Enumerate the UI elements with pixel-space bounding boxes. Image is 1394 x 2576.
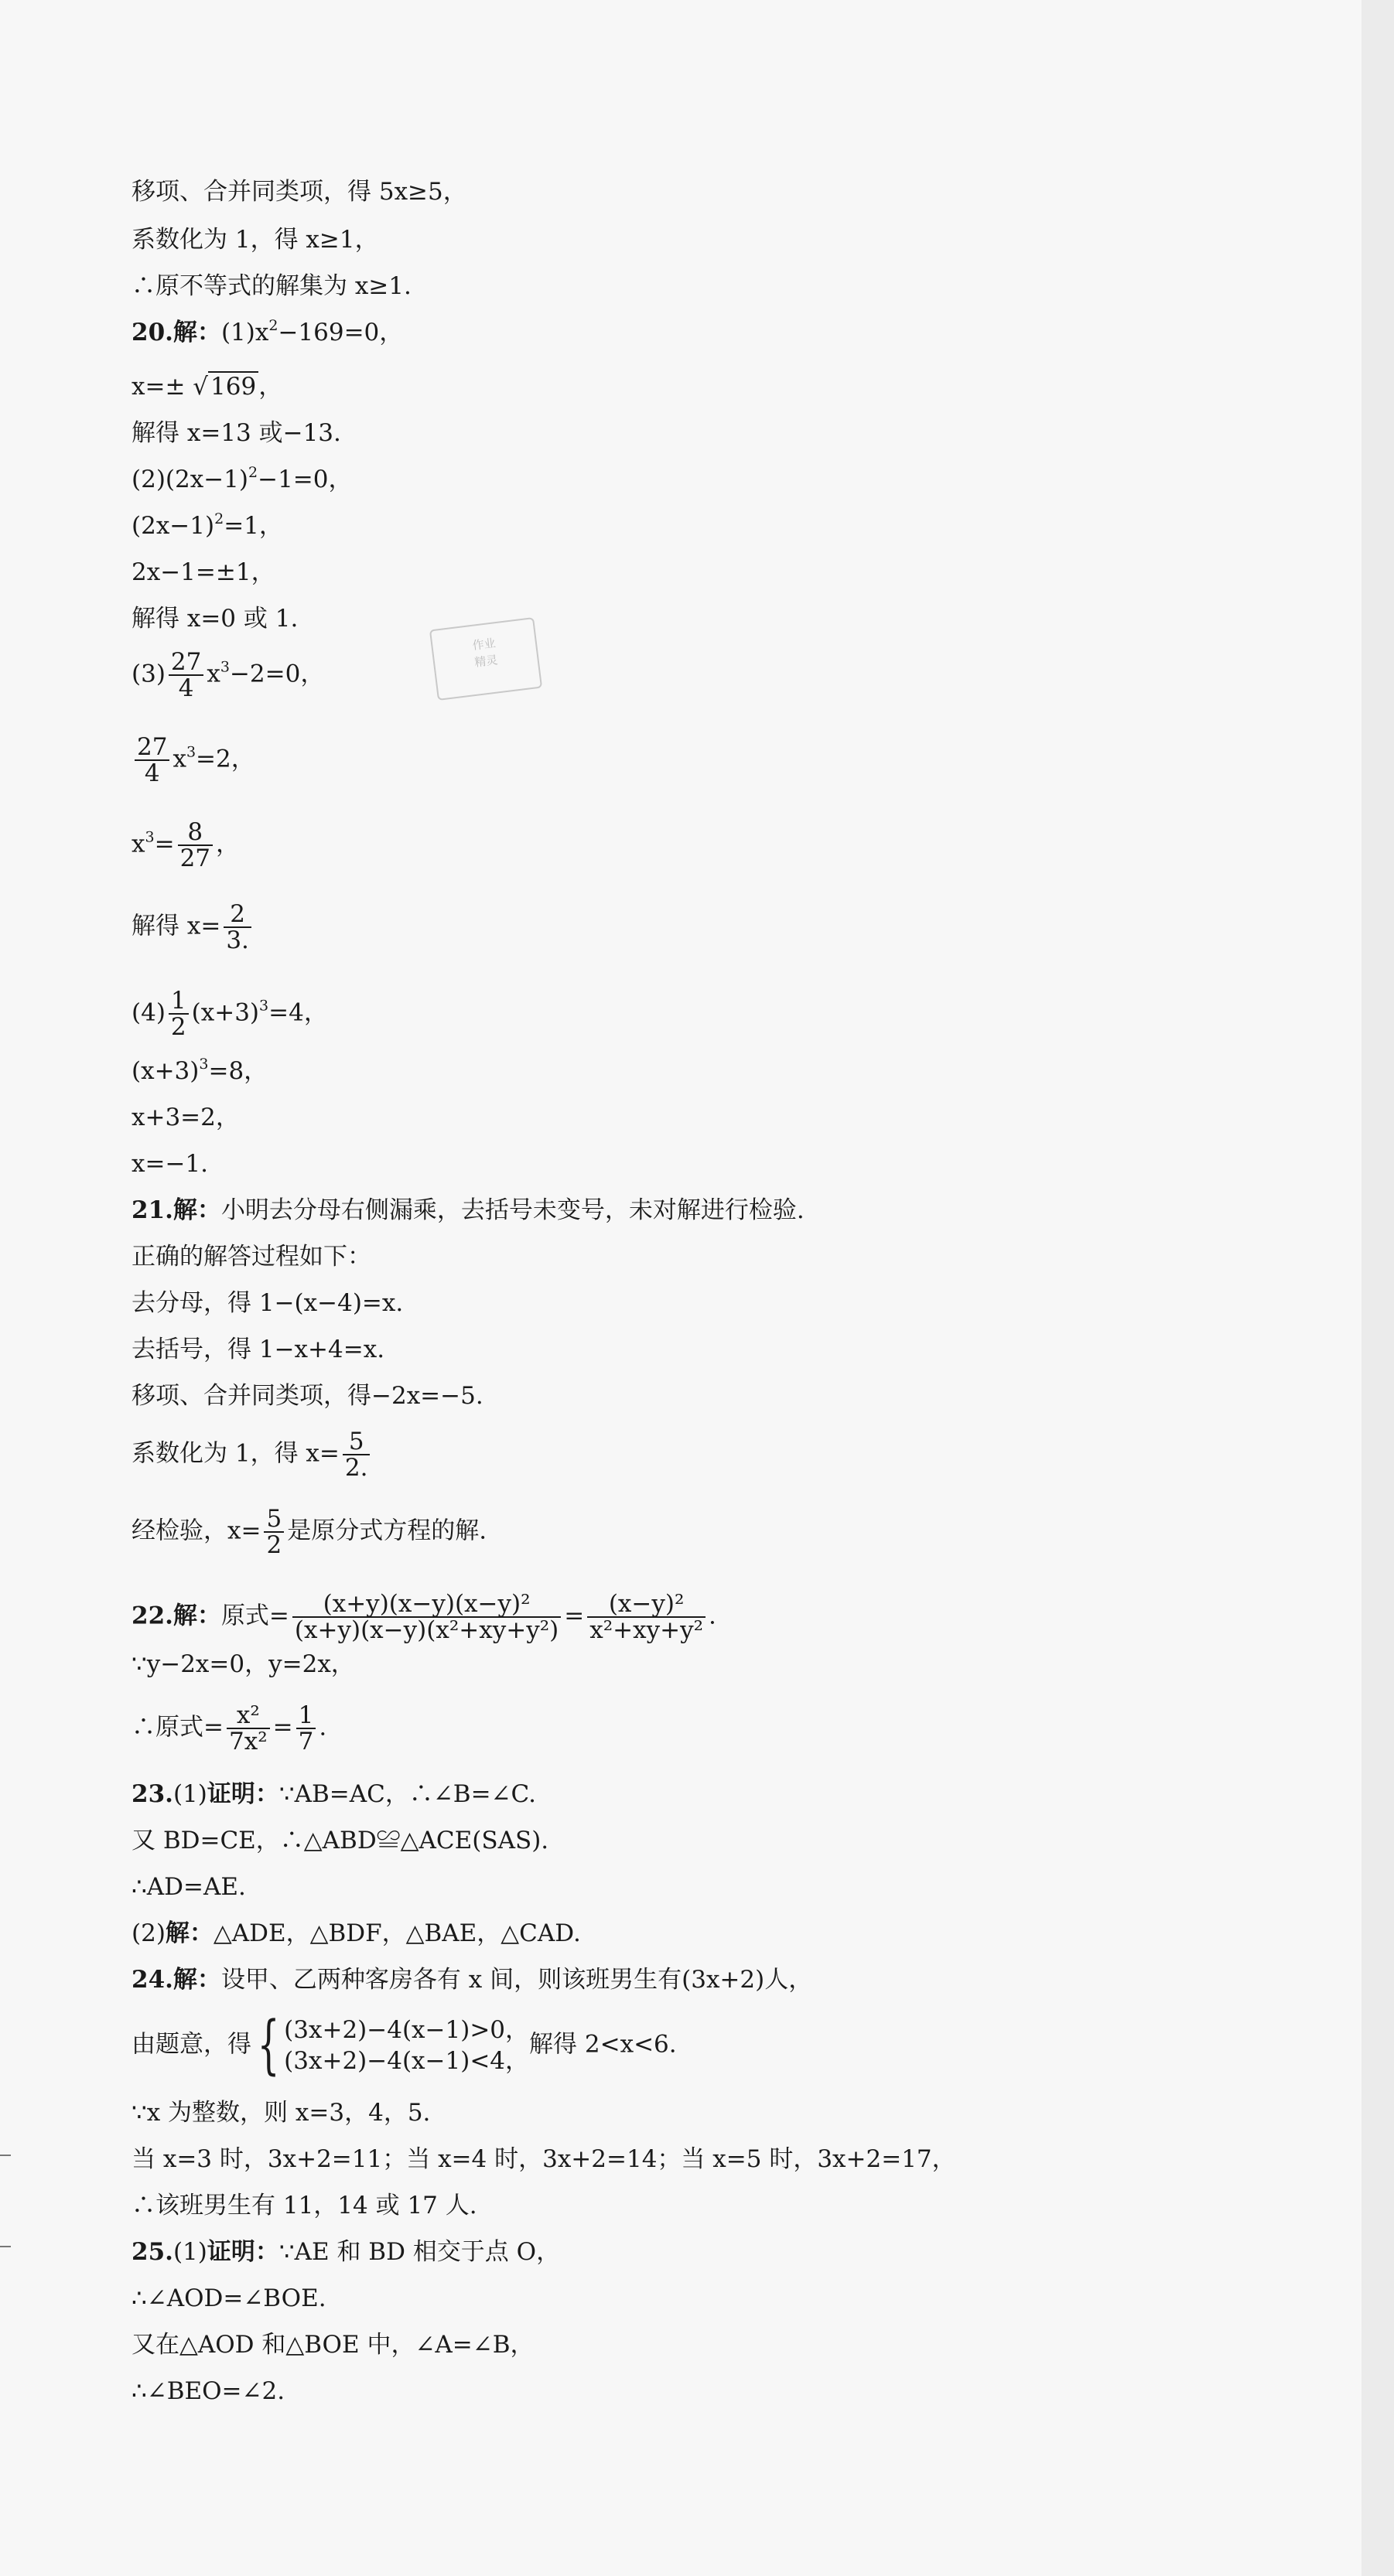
question-number: 21.解： [132, 1196, 221, 1224]
text-line: x=± √169， [132, 373, 283, 401]
text-line: ∴∠AOD=∠BOE. [132, 2284, 326, 2312]
text-line: (4) $\frac{1}{2}$ $(x+3)^3=4$， [132, 987, 328, 1041]
answer-22-line: 22.解：原式= $\frac{\text{(x+y)(x−y)(x−y)²}}{\text{(x+y)(x−y)(x²+xy+y²)}}$ = $\frac{\text{(x−y)²}}{\text{x²+xy+y²}}$ . [132, 1590, 716, 1644]
fraction: $\frac{27}{4}$ [169, 650, 203, 701]
answer-24-line: 24.解：设甲、乙两种客房各有 x 间，则该班男生有(3x+2)人， [132, 1966, 813, 1994]
text-line: x=−1. [132, 1150, 209, 1178]
sqrt-radicand: 169 [208, 371, 258, 401]
fraction: $\frac{2}{3.}$ [224, 902, 251, 953]
text-line: 又在△AOD 和△BOE 中，∠A=∠B， [132, 2331, 535, 2359]
text-line: 系数化为 1，得 x≥1， [132, 226, 379, 254]
text-line: 移项、合并同类项，得 5x≥5， [132, 178, 467, 206]
stamp-line-2: 精灵 [473, 653, 499, 670]
page-edge [1362, 0, 1394, 2576]
text-line: $\frac{27}{4}$ $x^3=2$， [132, 735, 255, 786]
fraction: $\frac{1}{7}$ [296, 1703, 316, 1754]
answer-25-line: 25.(1)证明：∵AE 和 BD 相交于点 O， [132, 2238, 561, 2266]
text-line: $(x+3)^3=8$， [132, 1056, 268, 1085]
text-line: ∴原不等式的解集为 x≥1. [132, 272, 412, 300]
text-line: 解得 x=0 或 1. [132, 605, 299, 633]
text-line: (3) $\frac{27}{4}$ $x^3-2=0$， [132, 648, 325, 702]
fraction: $\frac{5}{2}$ [264, 1506, 284, 1558]
text-line: $x^3=$ $\frac{8}{27}$ ， [132, 818, 241, 872]
text-line: 由题意，得{ (3x+2)−4(x−1)>0， (3x+2)−4(x−1)<4， 解得 2<x<6. [132, 2008, 677, 2082]
brace-icon: { [257, 2008, 280, 2082]
text-line: x+3=2， [132, 1104, 240, 1131]
text-line: ∴该班男生有 11，14 或 17 人. [132, 2192, 477, 2219]
text-line: 解得 x=13 或−13. [132, 419, 341, 447]
question-number: 20.解： [132, 319, 221, 346]
text-line: ∴原式= $\frac{\text{x²}}{\text{7x²}}$ = $\frac{1}{7}$ . [132, 1701, 327, 1755]
text-line: $(2)(2x-1)^2-1=0$， [132, 464, 353, 493]
text-line: 系数化为 1，得 x= $\frac{5}{2.}$ [132, 1429, 373, 1480]
text-line: $(2x-1)^2=1$， [132, 510, 283, 540]
text-line: ∴AD=AE. [132, 1873, 246, 1901]
text-line: 2x−1=±1， [132, 558, 275, 586]
text-line: (2)解：△ADE，△BDF，△BAE，△CAD. [132, 1919, 581, 1947]
question-number: 25. [132, 2238, 173, 2266]
stamp-line-1: 作业 [471, 636, 497, 653]
question-number: 22.解： [132, 1602, 221, 1630]
text-line: ∵x 为整数，则 x=3，4，5. [132, 2099, 431, 2127]
answer-20-line: 20.解：$(1)x^2-169=0$， [132, 317, 404, 346]
text-line: ∴∠BEO=∠2. [132, 2377, 285, 2405]
fraction: $\frac{5}{2.}$ [343, 1429, 371, 1480]
text-line: 当 x=3 时，3x+2=11；当 x=4 时，3x+2=14；当 x=5 时，3x+2=17， [132, 2145, 956, 2173]
fraction: $\frac{1}{2}$ [169, 988, 189, 1039]
text-line: 去括号，得 1−x+4=x. [132, 1336, 385, 1363]
fraction: $\frac{27}{4}$ [135, 735, 169, 786]
question-number: 24.解： [132, 1966, 221, 1994]
fraction: $\frac{\text{(x−y)²}}{\text{x²+xy+y²}}$ [587, 1592, 706, 1643]
question-number: 23. [132, 1780, 173, 1808]
answer-21-line: 21.解：小明去分母右侧漏乘，去括号未变号，未对解进行检验. [132, 1196, 805, 1224]
text-line: ∵y−2x=0，y=2x， [132, 1650, 355, 1678]
margin-mark [0, 2246, 11, 2247]
text-line: 正确的解答过程如下： [132, 1243, 371, 1271]
text-line: 去分母，得 1−(x−4)=x. [132, 1289, 404, 1317]
margin-mark [0, 2155, 11, 2156]
text-line: 又 BD=CE，∴△ABD≌△ACE(SAS). [132, 1827, 549, 1854]
text-line: 经检验，x= $\frac{5}{2}$ 是原分式方程的解. [132, 1505, 487, 1559]
answer-23-line: 23.(1)证明：∵AB=AC，∴∠B=∠C. [132, 1780, 537, 1808]
text-line: 移项、合并同类项，得−2x=−5. [132, 1382, 483, 1410]
fraction: $\frac{\text{x²}}{\text{7x²}}$ [227, 1703, 270, 1754]
inequality-system: (3x+2)−4(x−1)>0， (3x+2)−4(x−1)<4， [284, 2016, 530, 2075]
watermark-stamp [429, 617, 542, 701]
fraction: $\frac{8}{27}$ [178, 820, 213, 871]
text-line: 解得 x= $\frac{2}{3.}$ [132, 902, 255, 953]
fraction: $\frac{\text{(x+y)(x−y)(x−y)²}}{\text{(x+y)(x−y)(x²+xy+y²)}}$ [292, 1592, 561, 1643]
